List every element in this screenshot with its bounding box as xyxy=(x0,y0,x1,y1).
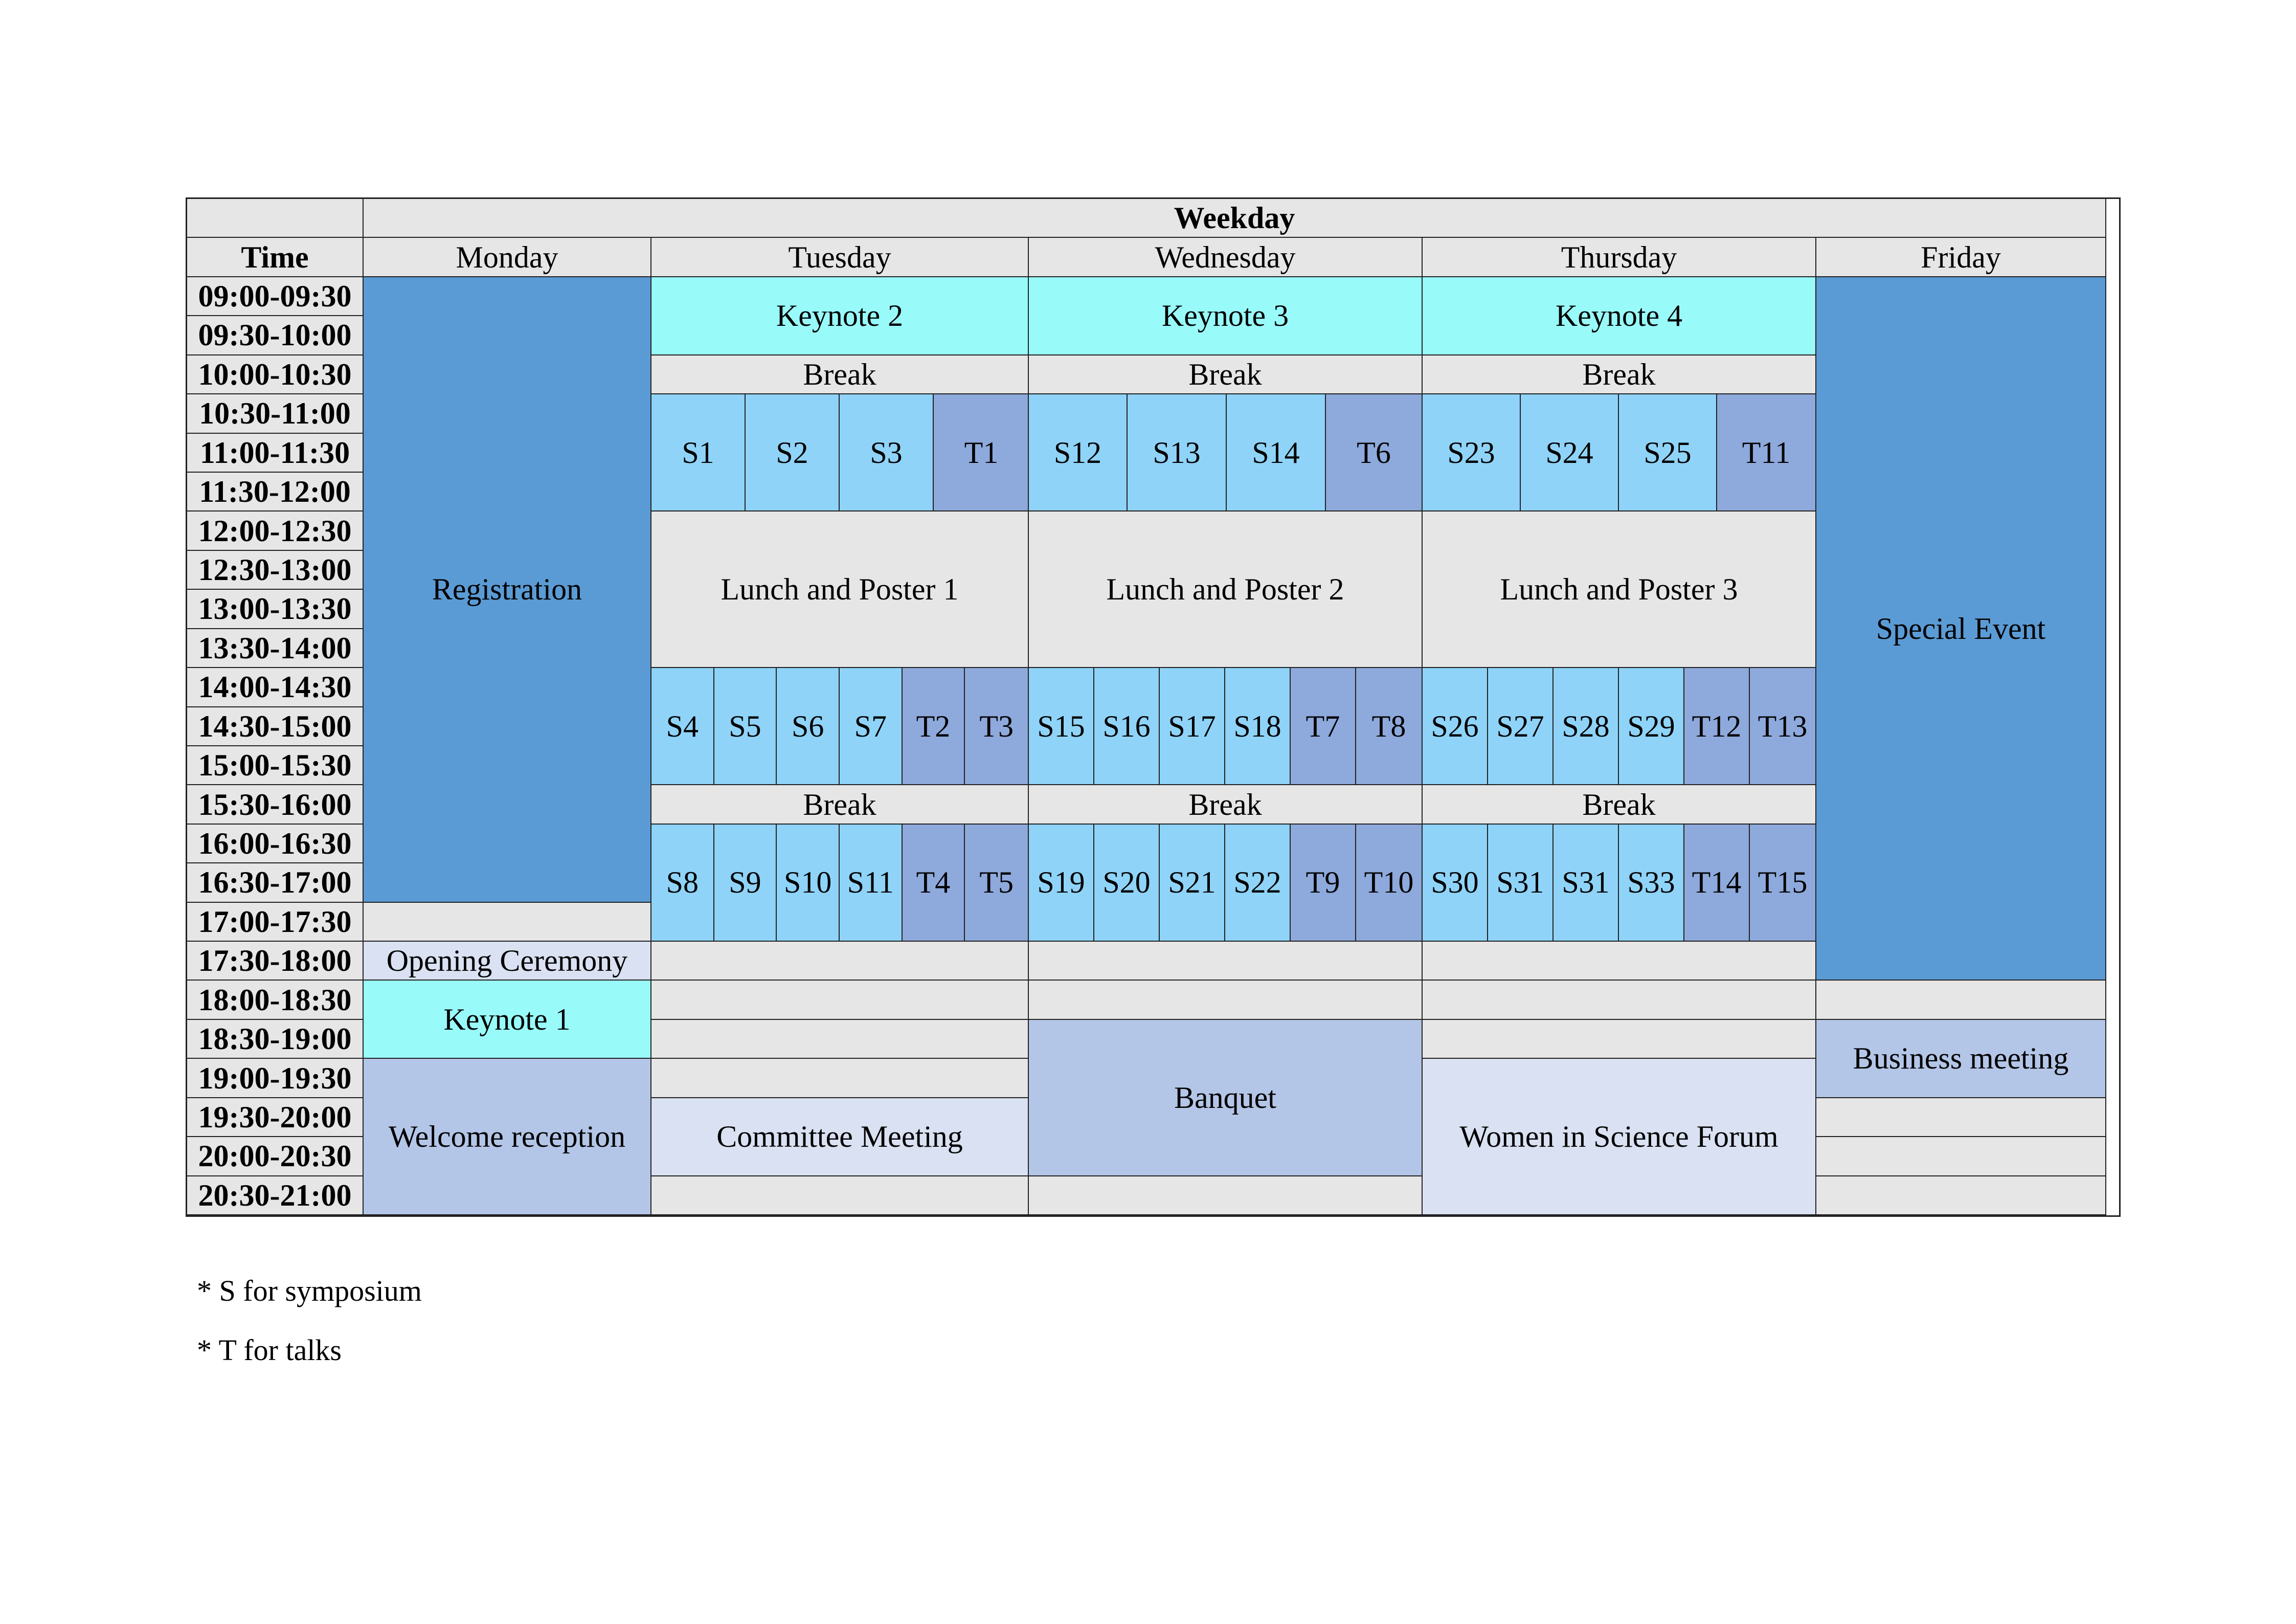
session-talk: T13 xyxy=(1750,668,1815,784)
session-symposium: S22 xyxy=(1225,825,1291,941)
day-header-thursday: Thursday xyxy=(1423,238,1816,277)
thursday-break-afternoon: Break xyxy=(1423,785,1816,824)
session-talk: T14 xyxy=(1684,825,1750,941)
empty-slot xyxy=(1423,981,1816,1019)
tuesday-afternoon-sessions-2 xyxy=(651,825,1029,942)
wednesday-lunch-poster: Lunch and Poster 2 xyxy=(1029,511,1423,668)
friday-business-meeting: Business meeting xyxy=(1816,1020,2106,1098)
schedule-table xyxy=(186,197,2121,1217)
session-talk: T3 xyxy=(965,668,1028,784)
time-slot: 11:00-11:30 xyxy=(187,434,364,473)
session-symposium: S21 xyxy=(1160,825,1225,941)
session-talk: T12 xyxy=(1684,668,1750,784)
session-symposium: S33 xyxy=(1619,825,1684,941)
session-symposium: S3 xyxy=(840,394,934,510)
session-symposium: S16 xyxy=(1094,668,1160,784)
day-header-wednesday: Wednesday xyxy=(1029,238,1423,277)
session-symposium: S12 xyxy=(1029,394,1128,510)
time-header: Time xyxy=(187,238,364,277)
empty-slot xyxy=(651,942,1029,981)
time-slot: 11:30-12:00 xyxy=(187,473,364,511)
wednesday-keynote: Keynote 3 xyxy=(1029,277,1423,355)
wednesday-banquet: Banquet xyxy=(1029,1020,1423,1176)
session-symposium: S19 xyxy=(1029,825,1094,941)
session-symposium: S24 xyxy=(1521,394,1619,510)
empty-slot xyxy=(1029,981,1423,1019)
monday-keynote: Keynote 1 xyxy=(364,981,651,1059)
empty-slot xyxy=(651,1176,1029,1215)
wednesday-afternoon-sessions-2 xyxy=(1029,825,1423,942)
time-slot: 15:30-16:00 xyxy=(187,785,364,824)
thursday-lunch-poster: Lunch and Poster 3 xyxy=(1423,511,1816,668)
session-symposium: S31 xyxy=(1488,825,1554,941)
time-slot: 15:00-15:30 xyxy=(187,746,364,785)
session-talk: T2 xyxy=(903,668,965,784)
session-symposium: S8 xyxy=(651,825,714,941)
wednesday-break-morning: Break xyxy=(1029,355,1423,394)
time-slot: 16:30-17:00 xyxy=(187,863,364,902)
session-symposium: S18 xyxy=(1225,668,1291,784)
empty-slot xyxy=(1816,1098,2106,1137)
footnote-talks: * T for talks xyxy=(197,1333,342,1367)
time-slot: 10:00-10:30 xyxy=(187,355,364,394)
session-symposium: S9 xyxy=(714,825,777,941)
time-slot: 14:30-15:00 xyxy=(187,707,364,746)
thursday-morning-sessions xyxy=(1423,394,1816,511)
session-symposium: S13 xyxy=(1128,394,1227,510)
session-talk: T6 xyxy=(1326,394,1422,510)
session-symposium: S30 xyxy=(1423,825,1488,941)
empty-slot xyxy=(1029,942,1423,981)
session-symposium: S31 xyxy=(1554,825,1619,941)
monday-opening-ceremony: Opening Ceremony xyxy=(364,942,651,981)
session-symposium: S20 xyxy=(1094,825,1160,941)
empty-slot xyxy=(364,903,651,942)
wednesday-morning-sessions xyxy=(1029,394,1423,511)
session-symposium: S23 xyxy=(1423,394,1521,510)
session-symposium: S17 xyxy=(1160,668,1225,784)
time-slot: 13:00-13:30 xyxy=(187,590,364,629)
session-symposium: S29 xyxy=(1619,668,1684,784)
footnotes xyxy=(197,1276,422,1395)
day-header-friday: Friday xyxy=(1816,238,2106,277)
empty-slot xyxy=(1816,1137,2106,1176)
time-slot: 20:30-21:00 xyxy=(187,1176,364,1215)
session-symposium: S15 xyxy=(1029,668,1094,784)
session-talk: T10 xyxy=(1356,825,1422,941)
session-symposium: S14 xyxy=(1227,394,1326,510)
monday-welcome-reception: Welcome reception xyxy=(364,1059,651,1215)
thursday-women-in-science-forum: Women in Science Forum xyxy=(1423,1059,1816,1215)
empty-slot xyxy=(1816,1176,2106,1215)
session-symposium: S10 xyxy=(777,825,840,941)
session-symposium: S26 xyxy=(1423,668,1488,784)
footnote-symposium: * S for symposium xyxy=(197,1274,422,1307)
empty-slot xyxy=(1029,1176,1423,1215)
tuesday-break-morning: Break xyxy=(651,355,1029,394)
friday-special-event: Special Event xyxy=(1816,277,2106,981)
thursday-keynote: Keynote 4 xyxy=(1423,277,1816,355)
time-slot: 19:00-19:30 xyxy=(187,1059,364,1098)
session-talk: T11 xyxy=(1717,394,1815,510)
empty-slot xyxy=(651,981,1029,1019)
session-symposium: S2 xyxy=(746,394,840,510)
tuesday-break-afternoon: Break xyxy=(651,785,1029,824)
empty-slot xyxy=(1816,981,2106,1019)
tuesday-committee-meeting: Committee Meeting xyxy=(651,1098,1029,1176)
thursday-break-morning: Break xyxy=(1423,355,1816,394)
time-slot: 17:00-17:30 xyxy=(187,903,364,942)
session-symposium: S11 xyxy=(840,825,903,941)
session-symposium: S7 xyxy=(840,668,903,784)
wednesday-afternoon-sessions-1 xyxy=(1029,668,1423,785)
time-slot: 09:30-10:00 xyxy=(187,316,364,355)
thursday-afternoon-sessions-1 xyxy=(1423,668,1816,785)
tuesday-afternoon-sessions-1 xyxy=(651,668,1029,785)
empty-slot xyxy=(1423,1020,1816,1059)
session-symposium: S27 xyxy=(1488,668,1554,784)
weekday-header: Weekday xyxy=(364,199,2106,238)
tuesday-morning-sessions xyxy=(651,394,1029,511)
session-symposium: S1 xyxy=(651,394,746,510)
session-symposium: S28 xyxy=(1554,668,1619,784)
time-slot: 10:30-11:00 xyxy=(187,394,364,433)
empty-slot xyxy=(1423,942,1816,981)
time-slot: 09:00-09:30 xyxy=(187,277,364,316)
time-slot: 16:00-16:30 xyxy=(187,825,364,863)
session-talk: T1 xyxy=(934,394,1029,510)
session-talk: T15 xyxy=(1750,825,1815,941)
time-slot: 17:30-18:00 xyxy=(187,942,364,981)
corner-cell xyxy=(187,199,364,238)
session-talk: T5 xyxy=(965,825,1028,941)
empty-slot xyxy=(651,1059,1029,1098)
time-slot: 13:30-14:00 xyxy=(187,629,364,668)
time-slot: 19:30-20:00 xyxy=(187,1098,364,1137)
session-talk: T9 xyxy=(1291,825,1356,941)
monday-registration: Registration xyxy=(364,277,651,903)
session-symposium: S25 xyxy=(1619,394,1717,510)
tuesday-lunch-poster: Lunch and Poster 1 xyxy=(651,511,1029,668)
time-slot: 18:00-18:30 xyxy=(187,981,364,1019)
time-slot: 20:00-20:30 xyxy=(187,1137,364,1176)
day-header-monday: Monday xyxy=(364,238,651,277)
time-slot: 14:00-14:30 xyxy=(187,668,364,707)
time-slot: 18:30-19:00 xyxy=(187,1020,364,1059)
empty-slot xyxy=(651,1020,1029,1059)
day-header-tuesday: Tuesday xyxy=(651,238,1029,277)
session-symposium: S5 xyxy=(714,668,777,784)
session-talk: T7 xyxy=(1291,668,1356,784)
wednesday-break-afternoon: Break xyxy=(1029,785,1423,824)
session-talk: T8 xyxy=(1356,668,1422,784)
session-symposium: S6 xyxy=(777,668,840,784)
session-talk: T4 xyxy=(903,825,965,941)
tuesday-keynote: Keynote 2 xyxy=(651,277,1029,355)
time-slot: 12:00-12:30 xyxy=(187,511,364,550)
thursday-afternoon-sessions-2 xyxy=(1423,825,1816,942)
session-symposium: S4 xyxy=(651,668,714,784)
time-slot: 12:30-13:00 xyxy=(187,551,364,590)
